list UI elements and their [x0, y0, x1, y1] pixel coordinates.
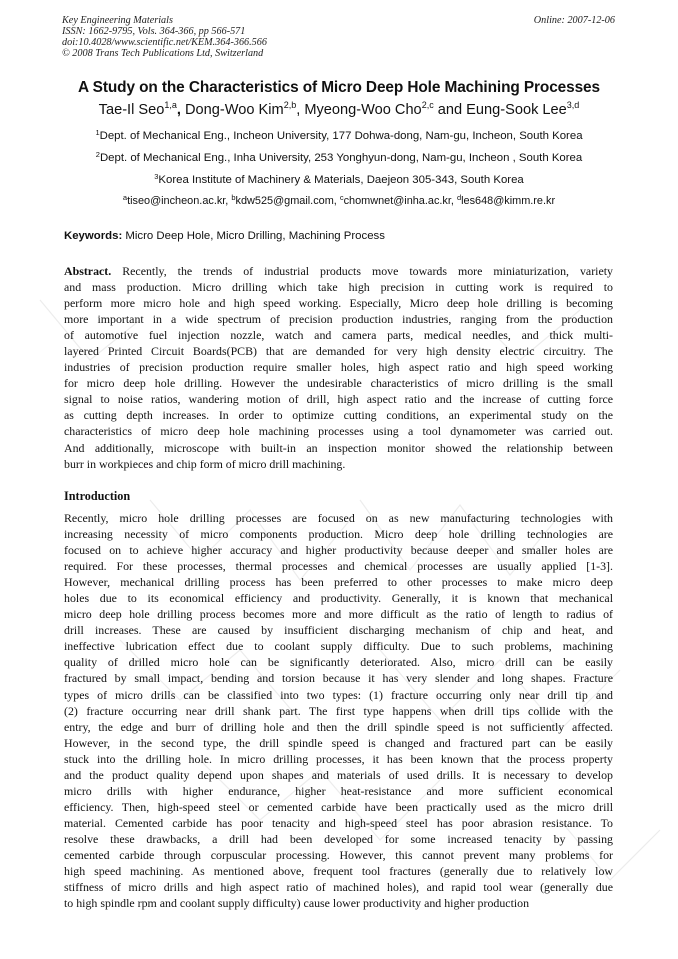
text-line-content: Recently, the trends of industrial products move towards more miniaturization, variety: [111, 264, 613, 278]
email-link[interactable]: tiseo@incheon.ac.kr,: [127, 195, 232, 207]
text-line: (2) fracture occurring near drill shank part. The first type happens when drill tips collide with the: [64, 703, 613, 718]
text-line: increasing necessity of micro components production. Micro deep hole drilling technologies are: [64, 527, 613, 542]
affiliation-1: [0, 130, 678, 142]
text-line: resolve these drawbacks, a drill had been developed for some increased tenacity by passing: [64, 831, 613, 846]
email-link[interactable]: kdw525@gmail.com,: [235, 195, 340, 207]
affiliation-text: Korea Institute of Machinery & Materials, Daejeon 305-343, South Korea: [158, 174, 524, 186]
text-line: layered Printed Circuit Boards(PCB) that are demanded for very high density electric circuitry. The: [64, 344, 613, 359]
text-line: characteristics of micro deep hole machining processes using a tool dynamometer was carried out.: [64, 424, 613, 439]
author-name: Myeong-Woo Cho: [304, 102, 422, 118]
text-line: ineffective lubrication effect due to coolant supply difficulty. Due to such problems, machining: [64, 639, 613, 654]
text-line: micro drills with higher endurance, higher heat-resistance and more sufficient economical: [64, 783, 613, 798]
text-line: for micro deep hole drilling. However the undesirable characteristics of micro drilling is the small: [64, 376, 613, 391]
text-line: high speed machining. As mentioned above, frequent tool fractures (generally due to relatively low: [64, 864, 613, 879]
text-line: perform more micro hole and high speed working. Especially, Micro deep hole drilling is becoming: [64, 296, 613, 311]
text-line: types of micro drills can be classified into two types: (1) fracture occurring only near drill tip and: [64, 687, 613, 702]
text-line: more important in a wide spectrum of precision production industries, ranging from the production: [64, 312, 613, 327]
author-sep: ,: [296, 102, 305, 118]
text-line: of automotive fuel injection nozzle, watch and camera parts, medical needles, and thick multi-: [64, 328, 613, 343]
text-line: entry, the edge and burr of drilling hole and then the drill spindle speed is not sufficiently affected.: [64, 719, 613, 734]
affiliation-3: [0, 174, 678, 186]
author-sup: 2,c: [421, 100, 434, 110]
author-sep: and: [433, 102, 467, 118]
affiliation-sup: 1: [95, 128, 100, 137]
text-line: and mass production. Micro drilling which take high precision in cutting work is required to: [64, 280, 613, 295]
text-line: Recently, micro hole drilling processes are focused on as new manufacturing technologies with: [64, 511, 613, 525]
text-line: cemented carbide through corpuscular processing. However, this cannot prevent many problems for: [64, 847, 613, 862]
journal-issn: ISSN: 1662-9795, Vols. 364-366, pp 566-571: [62, 26, 246, 37]
text-line: However, in the second type, the drill spindle speed is changed and fractured part can be easily: [64, 735, 613, 750]
paper-title: A Study on the Characteristics of Micro Deep Hole Machining Processes: [78, 79, 600, 96]
text-line: burr in workpieces and chip form of micro drill machining.: [64, 456, 346, 471]
introduction-paragraph: [64, 510, 613, 911]
affiliation-text: Dept. of Mechanical Eng., Incheon University, 177 Dohwa-dong, Nam-gu, Incheon, South Korea: [99, 130, 583, 142]
email-sup: a: [122, 193, 128, 202]
online-date: Online: 2007-12-06: [533, 15, 615, 26]
keywords-text: Micro Deep Hole, Micro Drilling, Machining Process: [122, 230, 385, 242]
text-line: material. Cemented carbide has poor tenacity and high-speed steel has poor abrasion resistance. To: [64, 815, 613, 830]
email-sup: b: [231, 193, 236, 202]
text-line: micro deep hole drilling process becomes more and more difficult as the ratio of length to radius of: [64, 607, 613, 622]
text-line: required. For these processes, thermal processes and chemical processes are usually applied [1-3].: [64, 559, 613, 574]
section-heading-introduction: Introduction: [64, 489, 131, 503]
text-line: drill increases. These are caused by insufficient discharging mechanism of chip and heat, and: [64, 623, 613, 638]
text-line: quality of drilled micro hole can be significantly deteriorated. Also, micro drill can be easily: [64, 655, 613, 670]
text-line: to high spindle rpm and coolant supply difficulty) cause lower productivity and higher production: [64, 896, 530, 911]
abstract-label: Abstract.: [64, 264, 112, 278]
journal-copyright: © 2008 Trans Tech Publications Ltd, Switzerland: [62, 48, 264, 59]
keywords-label: Keywords:: [64, 230, 123, 242]
journal-info: [62, 15, 267, 59]
text-line: However, mechanical drilling process has been preferred to other processes to make micro deep: [64, 575, 613, 590]
text-line: signal to noise ratios, wandering motion of drill, high aspect ratio and the increase of cutting force: [64, 392, 613, 407]
affiliation-sup: 3: [154, 172, 159, 181]
text-line: efficiency. Then, high-speed steel or cemented carbide have been practically used as the micro drill: [64, 799, 613, 814]
author-name: Dong-Woo Kim: [185, 102, 284, 118]
text-line: [64, 263, 613, 279]
text-line: holes due to its economical efficiency and productivity. Generally, it is known that mechanical: [64, 591, 613, 606]
journal-name: Key Engineering Materials: [62, 15, 173, 26]
text-line: and the product quality depend upon shapes and materials of used drills. It is necessary to develop: [64, 767, 613, 782]
author-name: Eung-Sook Lee: [466, 102, 567, 118]
email-sup: d: [456, 193, 462, 202]
author-emails: [0, 195, 678, 207]
affiliation-sup: 2: [95, 150, 100, 159]
text-line: as cutting depth increases. In order to optimize cutting conditions, an experimental study on the: [64, 408, 613, 423]
journal-doi[interactable]: doi:10.4028/www.scientific.net/KEM.364-366.566: [62, 37, 267, 48]
author-list: [0, 102, 678, 118]
text-line: fractured by small impact, bending and torsion because it has very slender and long shapes. Fracture: [64, 671, 613, 686]
text-line: stiffness of micro drills and high aspect ratio of machined holes), and rapid tool wear (generally due: [64, 880, 613, 895]
text-line: And additionally, microscope with built-in an inspection monitor showed the relationship between: [64, 440, 613, 455]
affiliation-text: Dept. of Mechanical Eng., Inha University, 253 Yonghyun-dong, Nam-gu, Incheon , South Korea: [99, 152, 583, 164]
text-line: focused on to achieve higher accuracy and higher productivity because deeper and smaller holes are: [64, 543, 613, 558]
author-sup: 2,b: [283, 100, 297, 110]
abstract-paragraph: [64, 263, 613, 472]
text-line: industries of precision production require smaller holes, high aspect ratio and high speed working: [64, 360, 613, 375]
keywords: [64, 230, 385, 242]
author-sep: ,: [176, 102, 186, 118]
author-name: Tae-Il Seo: [98, 102, 165, 118]
text-line: stuck into the drilling hole. In micro drilling processes, it has been known that the process property: [64, 751, 613, 766]
author-sup: 3,d: [566, 100, 580, 110]
affiliation-2: [0, 152, 678, 164]
email-sup: c: [339, 193, 344, 202]
author-sup: 1,a: [164, 100, 177, 110]
email-link[interactable]: chomwnet@inha.ac.kr,: [343, 195, 457, 207]
email-link[interactable]: les648@kimm.re.kr: [461, 195, 556, 207]
